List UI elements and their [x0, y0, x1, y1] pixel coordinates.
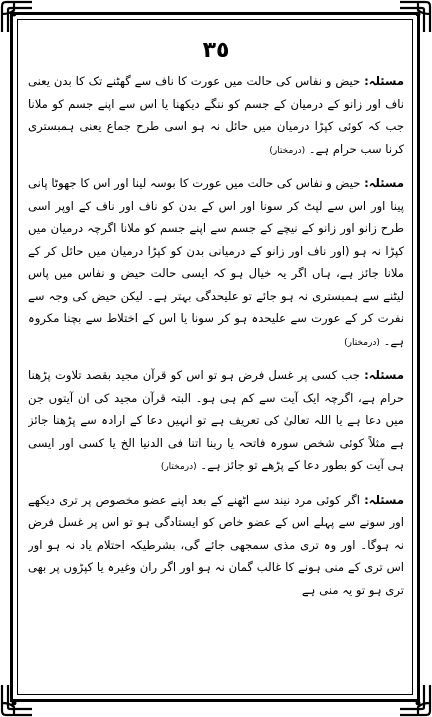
page-body: [28, 70, 404, 690]
corner-ornament-icon: [398, 0, 432, 34]
masala-text: جب کسی پر غسل فرض ہو تو اس کو قرآن مجید بقصد تلاوت پڑھنا حرام ہے، اگرچہ ایک آیت سے کم ہی ہو۔ البتہ قرآن مجید کی ان آیتوں جن میں دعا ہے یا اللہ تعالیٰ کی تعریف ہے تو انہیں دعا کے ارادہ سے پڑھنا جائز ہے مثلاً کوئی شخص سورہ فاتحہ یا ربنا اتنا فی الدنیا الخ یا کسی اور ایسی ہی آیت کو بطور دعا کے پڑھے تو جائز ہے۔: [28, 368, 404, 472]
masala-label: مسئلہ:: [364, 176, 404, 190]
masala-paragraph: [28, 172, 404, 354]
reference-citation: (درمختار): [269, 145, 306, 156]
masala-label: مسئلہ:: [364, 368, 404, 382]
masala-paragraph: [28, 364, 404, 479]
page-number: ٣٥: [202, 38, 230, 63]
reference-citation: (درمختار): [160, 462, 197, 472]
masala-text: حیض و نفاس کی حالت میں عورت کا ناف سے گھٹنے تک کا بدن یعنی ناف اور زانو کے درمیان کے جسم کو ننگے دیکھنا یا اس سے اپنے جسم کو ملانا جب کہ کوئی کپڑا درمیان میں حائل نہ ہو اسی طرح جماع یعنی ہمبستری کرنا سب حرام ہے۔: [28, 74, 404, 156]
masala-label: مسئلہ:: [364, 492, 404, 507]
reference-citation: (درمختار): [344, 337, 380, 348]
masala-text: اگر کوئی مرد نیند سے اٹھنے کے بعد اپنے عضو مخصوص پر تری دیکھے اور سونے سے پہلے اس کے عضو خاص کو ایستادگی ہو تو اس پر غسل فرض نہ ہوگا۔ اور وہ تری مذی سمجھی جائے گی، بشرطیکہ احتلام یاد نہ ہو اور اس تری کے منی ہونے کا غالب گمان نہ ہو اور اگر ران وغیرہ یا کپڑوں پر بھی تری ہو تو یہ منی ہے: [28, 492, 404, 597]
corner-ornament-icon: [0, 0, 34, 34]
masala-paragraph: [28, 70, 404, 162]
masala-label: مسئلہ:: [364, 74, 404, 88]
masala-text: حیض و نفاس کی حالت میں عورت کا بوسہ لینا اور اس کا جھوٹا پانی پینا اور اس سے لپٹ کر سونا اور اس کے بدن کو ناف اور ناف کے اوپر اسی طرح زانو اور زانو کے نیچے کے جسم سے اپنے جسم کو ملانا اگرچہ درمیان میں کپڑا نہ ہو (اور ناف اور زانو کے درمیانی بدن کو کپڑا درمیان میں حائل کر کے ملانا جائز ہے، ہاں اگر یہ خیال ہو کہ ایسی حالت حیض و نفاس میں پاس لیٹنے سے ہمبستری نہ ہو جائے تو علیحدگی بہتر ہے۔ لیکن حیض کی وجہ سے نفرت کر کے عورت سے علیحدہ ہو کر سونا یا اس کے اختلاط سے بچنا مکروہ ہے۔: [28, 176, 404, 348]
masala-paragraph: [28, 489, 404, 602]
